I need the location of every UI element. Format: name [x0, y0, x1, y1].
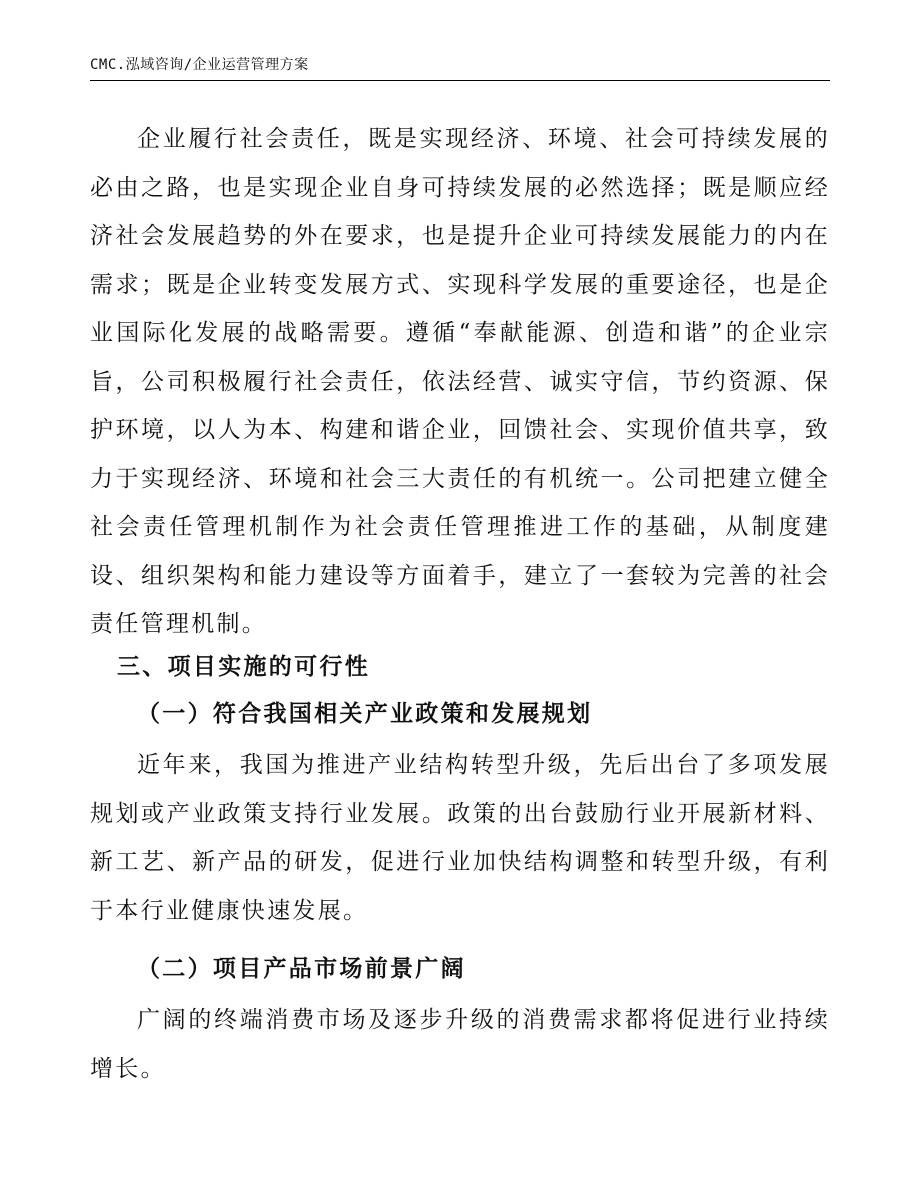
subsection-title-market: （二）项目产品市场前景广阔: [137, 955, 466, 982]
paragraph-social-responsibility: 企业履行社会责任，既是实现经济、环境、社会可持续发展的必由之路，也是实现企业自身可持续发展的必然选择；既是顺应经济社会发展趋势的外在要求，也是提升企业可持续发展能力的内在需求；既是企业转变发展方式、实现科学发展的重要途径，也是企业国际化发展的战略需要。遵循“奉献能源、创造和谐”的企业宗旨，公司积极履行社会责任，依法经营、诚实守信，节约资源、保护环境，以人为本、构建和谐企业，回馈社会、实现价值共享，致力于实现经济、环境和社会三大责任的有机统一。公司把建立健全社会责任管理机制作为社会责任管理推进工作的基础，从制度建设、组织架构和能力建设等方面着手，建立了一套较为完善的社会责任管理机制。: [90, 126, 830, 637]
paragraph-policy: 近年来，我国为推进产业结构转型升级，先后出台了多项发展规划或产业政策支持行业发展。政策的出台鼓励行业开展新材料、新工艺、新产品的研发，促进行业加快结构调整和转型升级，有利于本行业健康快速发展。: [90, 752, 830, 924]
section-title-feasibility: 三、项目实施的可行性: [117, 654, 370, 680]
paragraph-market: 广阔的终端消费市场及逐步升级的消费需求都将促进行业持续增长。: [90, 1007, 830, 1082]
subsection-title-policy: （一）符合我国相关产业政策和发展规划: [137, 700, 593, 727]
header-divider: [90, 80, 830, 81]
page-header: CMC.泓域咨询/企业运营管理方案: [90, 57, 309, 73]
